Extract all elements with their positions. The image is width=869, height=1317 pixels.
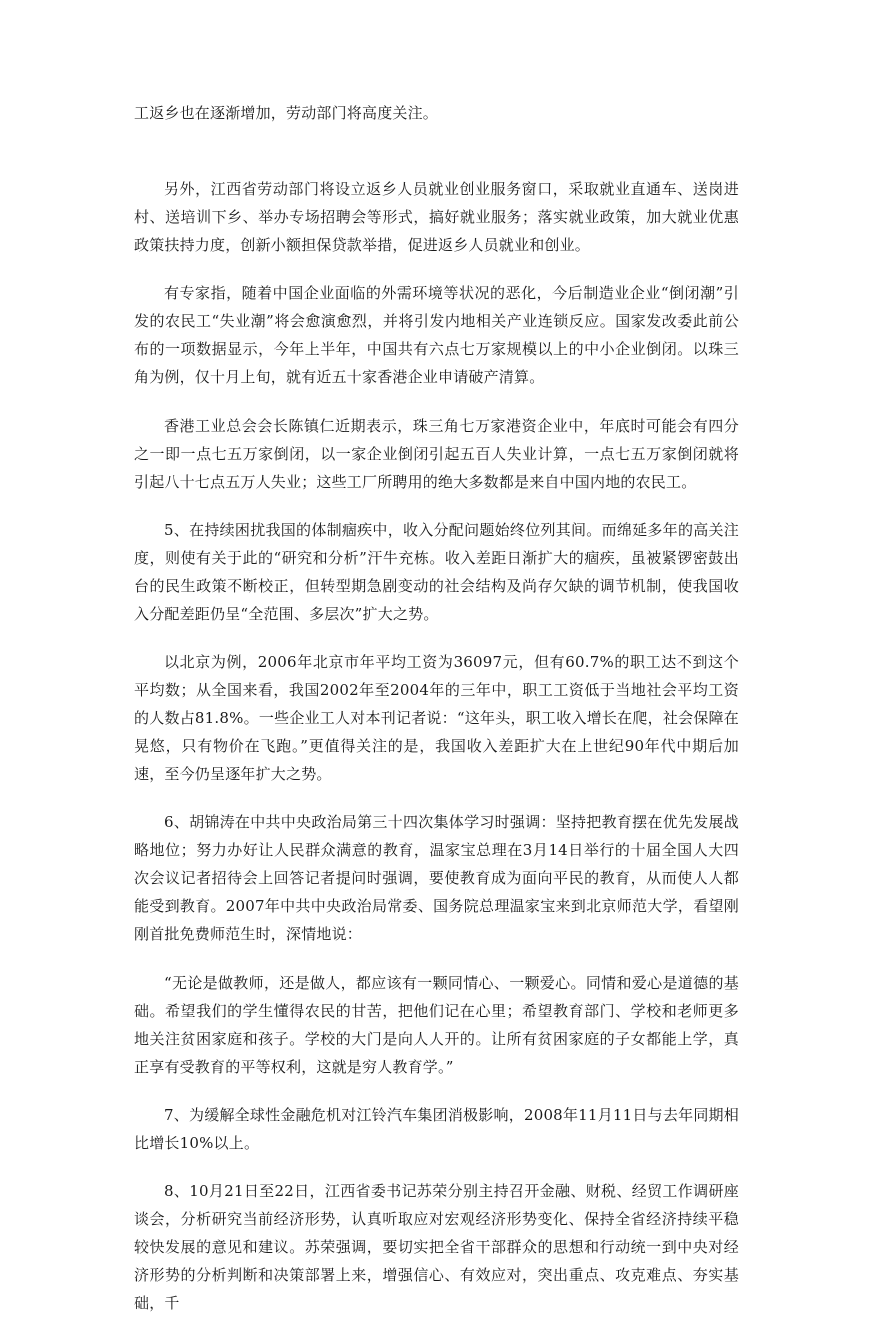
paragraph-text: 有专家指，随着中国企业面临的外需环境等状况的恶化，今后制造业企业“倒闭潮”引发的农民工“失业潮”将会愈演愈烈，并将引发内地相关产业连锁反应。国家发改委此前公布的一项数据显示，今年上半年，中国共有六点七万家规模以上的中小企业倒闭。以珠三角为例，仅十月上旬，就有近五十家香港企业申请破产清算。: [134, 284, 739, 386]
paragraph-employment-services: [134, 175, 739, 259]
paragraph-text: 7、为缓解全球性金融危机对江铃汽车集团消极影响，2008年11月11日与去年同期相比增长10%以上。: [134, 1106, 739, 1152]
paragraph-text: 以北京为例，2006年北京市年平均工资为36097元，但有60.7%的职工达不到这个平均数；从全国来看，我国2002年至2004年的三年中，职工工资低于当地社会平均工资的人数占81.8%。一些企业工人对本刊记者说：“这年头，职工收入增长在爬，社会保障在晃悠，只有物价在飞跑。”更值得关注的是，我国收入差距扩大在上世纪90年代中期后加速，至今仍呈逐年扩大之势。: [134, 653, 739, 783]
paragraph-continued: [134, 99, 739, 127]
paragraph-item-5: [134, 516, 739, 628]
paragraph-hk-industry: [134, 412, 739, 496]
paragraph-item-7: [134, 1101, 739, 1157]
paragraph-item-8: [134, 1177, 739, 1317]
paragraph-beijing-example: [134, 648, 739, 788]
paragraph-text: 香港工业总会会长陈镇仁近期表示，珠三角七万家港资企业中，年底时可能会有四分之一即一点七五万家倒闭，以一家企业倒闭引起五百人失业计算，一点七五万家倒闭就将引起八十七点五万人失业；这些工厂所聘用的绝大多数都是来自中国内地的农民工。: [134, 417, 739, 491]
paragraph-text: 6、胡锦涛在中共中央政治局第三十四次集体学习时强调：坚持把教育摆在优先发展战略地位；努力办好让人民群众满意的教育，温家宝总理在3月14日举行的十届全国人大四次会议记者招待会上回答记者提问时强调，要使教育成为面向平民的教育，从而使人人都能受到教育。2007年中共中央政治局常委、国务院总理温家宝来到北京师范大学，看望刚刚首批免费师范生时，深情地说：: [134, 813, 739, 943]
paragraph-quote: [134, 969, 739, 1081]
paragraph-expert-view: [134, 279, 739, 391]
paragraph-text: “无论是做教师，还是做人，都应该有一颗同情心、一颗爱心。同情和爱心是道德的基础。希望我们的学生懂得农民的甘苦，把他们记在心里；希望教育部门、学校和老师更多地关注贫困家庭和孩子。学校的大门是向人人开的。让所有贫困家庭的子女都能上学，真正享有受教育的平等权利，这就是穷人教育学。”: [134, 974, 739, 1076]
paragraph-text: 5、在持续困扰我国的体制痼疾中，收入分配问题始终位列其间。而绵延多年的高关注度，则使有关于此的“研究和分析”汗牛充栋。收入差距日渐扩大的痼疾，虽被紧锣密鼓出台的民生政策不断校正，但转型期急剧变动的社会结构及尚存欠缺的调节机制，使我国收入分配差距仍呈“全范围、多层次”扩大之势。: [134, 521, 739, 623]
paragraph-item-6: [134, 808, 739, 948]
paragraph-text: 另外，江西省劳动部门将设立返乡人员就业创业服务窗口，采取就业直通车、送岗进村、送培训下乡、举办专场招聘会等形式，搞好就业服务；落实就业政策，加大就业优惠政策扶持力度，创新小额担保贷款举措，促进返乡人员就业和创业。: [134, 180, 739, 254]
paragraph-text: 8、10月21日至22日，江西省委书记苏荣分别主持召开金融、财税、经贸工作调研座谈会，分析研究当前经济形势，认真听取应对宏观经济形势变化、保持全省经济持续平稳较快发展的意见和建议。苏荣强调，要切实把全省干部群众的思想和行动统一到中央对经济形势的分析判断和决策部署上来，增强信心、有效应对，突出重点、攻克难点、夯实基础，千: [134, 1182, 739, 1312]
paragraph-text: 工返乡也在逐渐增加，劳动部门将高度关注。: [134, 104, 439, 122]
